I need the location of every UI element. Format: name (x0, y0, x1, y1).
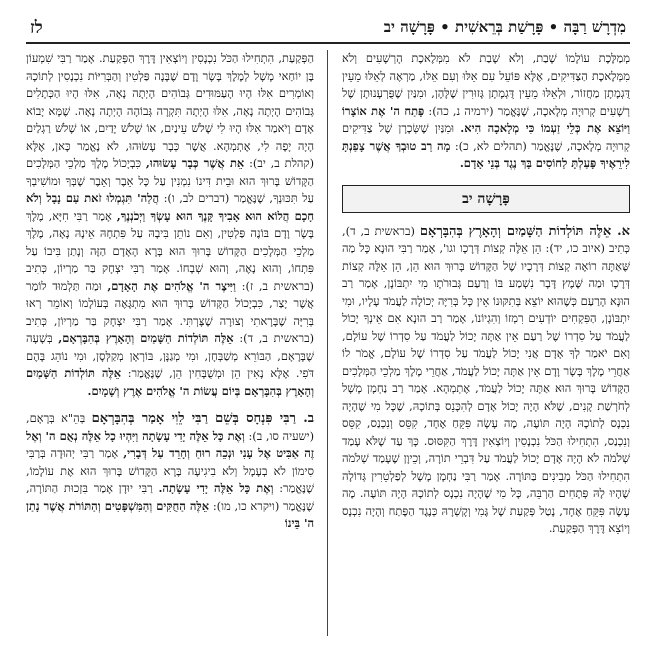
running-title: מִדְרָשׁ רַבָּה • פָּרָשַׁת בְּרֵאשִׁית • פָּרָשָׁה יב (383, 18, 626, 36)
verse-quote: אֵלֶּה תּוֹלְדוֹת הַשָּׁמַיִם וְהָאָרֶץ בְּהִבָּרְאָם, (58, 331, 234, 345)
text-run: רַבִּי יוּדָן אָמַר בִּזְכוּת הַתּוֹרָה, שֶׁנֶּאֱמַר (ויקרא כו, מו): (26, 481, 314, 513)
text-run: בְּשָׁעָה שֶׁבָּרָאָם, הַבּוֹרֵא מְשַׁבְּחָן, וּמִי מְגַנָּן, בּוֹרְאָן מְקַלְּסָן, וּמִי נוֹהֵג בָּהֶם דֹּפִי. אֶלָּא נָאִין הֵן וּמְשֻׁבָּחִין הֵן, שֶׁנֶּאֱמַר: (26, 331, 314, 380)
right-column (342, 50, 630, 636)
verse-quote: וְאֶת כָּל אֵלֶּה יָדִי עָשָׂתָה. (158, 481, 274, 495)
section-heading-box (342, 185, 630, 213)
verse-quote: אֵלֶּה הַחֻקִּים וְהַמִּשְׁפָּטִים וְהַתּוֹרֹת אֲשֶׁר נָתַן ה' בֵּינוֹ (26, 498, 314, 530)
paragraph-heading: ב. רַבִּי פִּנְחָס בְּשֵׁם רַבִּי לֵוִי אָמַר בְּהִבָּרְאָם (91, 411, 314, 426)
verse-quote: אֵת אֲשֶׁר כְּבָר עָשׂוּהוּ, (145, 156, 245, 170)
left-column (26, 50, 314, 636)
page (26, 14, 630, 636)
verse-quote: וַיִּיצֶר ה' אֱלֹהִים אֶת הָאָדָם, (107, 278, 236, 293)
column-divider (327, 50, 328, 636)
text-run: מְמַלֶּכֶת עוֹלָמוֹ שָׁבַת, וְלֹא שָׁבַת לֹא מִמְּלֶאכֶת הָרְשָׁעִים וְלֹא מִמְּלֶאכֶת הַצַּדִּיקִים, אֶלָּא פּוֹעֵל עִם אֵלּוּ וְעִם אֵלּוּ, מַרְאֶה לְאֵלּוּ מֵעֵין דֻּגְמָתָן מַחֲזוֹר, וּלְאֵלּוּ מֵעֵין דֻּגְמָתָן גָּזוּרִין שֶׁלָּהֶן, וּמִנַּיִן שֶׁפֻּרְעָנוּתָן שֶׁל רְשָׁעִים קְרוּיָה מְלָאכָה, שֶׁנֶּאֱמַר (ירמיה נ, כה): (342, 51, 630, 118)
text-run: וּמִנַּיִן שֶׁשְּׂכָרָן שֶׁל צַדִּיקִים קְרוּיָה מְלָאכָה, שֶׁנֶּאֱמַר (תהלים לא, כ): (342, 121, 630, 153)
paragraph-continued (26, 50, 314, 400)
text-run: וּמַה תַּלְמוּד לוֹמַר אֲשֶׁר יָצַר, כִּבְיָכוֹל הַקָּדוֹשׁ בָּרוּךְ הוּא מִתְגָּאֶה בְּעוֹלָמוֹ וְאוֹמֵר רְאוּ בְּרִיָּה שֶׁבָּרָאתִי וְצוּרָה שֶׁצָּרְתִּי. אָמַר רַבִּי יִצְחָק בַּר מַרְיוֹן, כְּתִיב (בראשית ב, ד): (26, 278, 314, 345)
text-run: הַפְּקַעַת, הִתְחִילוּ הַכֹּל נִכְנָסִין וְיוֹצְאִין דֶּרֶךְ הַפְּקַעַת. אָמַר רַבִּי שִׁמְעוֹן בֶּן יוֹחַאי מָשָׁל לְמֶלֶךְ בָּשָׂר וָדָם שֶׁבָּנָה פַּלְטִין וְהַבְּרִיּוֹת נִכְנָסִין לְתוֹכָהּ וְאוֹמְרִים אִלּוּ הָיוּ הָעַמּוּדִים גְּבוֹהִים הָיְתָה נָאָה, אִלּוּ הָיוּ הַכְּתָלִים גְּבוֹהִים הָיְתָה נָאָה, אִלּוּ הָיְתָה תִּקְרָה גְּבוֹהָה הָיְתָה נָאָה. שֶׁמָּא יָבוֹא אָדָם וְיֹאמַר אִלּוּ הָיוּ לִי שָׁלֹשׁ עֵינַיִם, אוֹ שָׁלֹשׁ יָדַיִם, אוֹ שָׁלֹשׁ רַגְלַיִם הָיָה יָפֶה לִי, אֶתְמְהָא. אֲשֶׁר כְּבָר עָשׂוּהוּ, לֹא נֶאֱמַר כָּאן, אֶלָּא (קהלת ב, יב): (26, 51, 314, 170)
verse-quote: וְאֶת כָּל אֵלֶּה יָדִי עָשָׂתָה וַיִּהְיוּ כָל אֵלֶּה נְאֻם ה' וְאֶל זֶה אַבִּיט אֶל עָנִי וּנְכֵה רוּחַ וְחָרֵד עַל דְּבָרִי, (26, 428, 314, 460)
text-run: אָמַר רַבִּי יְהוּדָה בְּרַבִּי סִימוֹן לֹא בְעָמָל וְלֹא בִיגִיעָה בָּרָא הַקָּדוֹשׁ בָּרוּךְ הוּא אֶת עוֹלָמוֹ, שֶׁנֶּאֱמַר: (26, 446, 314, 495)
text-run: (בראשית ב, ד), כְּתִיב (איוב כו, יד): הֵן אֵלֶּה קְצוֹת דְּרָכָו וגו', אָמַר רַבִּי הוּנָא כָּל מַה שֶּׁאַתָּה רוֹאֶה קְצוֹת דְּרָכָיו שֶׁל הַקָּדוֹשׁ בָּרוּךְ הוּא הֵן, הֵן אֵלֶּה קְצוֹת דְּרָכָו וּמַה שֶּׁמֶץ דָּבָר נִשְׁמַע בּוֹ וְרַעַם גְּבוּרֹתָו מִי יִתְבּוֹנָן, אָמַר רַב הוּנָא הָרַעַם כְּשֶׁהוּא יוֹצֵא בְּתִקּוּנוֹ אֵין כָּל בְּרִיָּה יְכוֹלָה לַעֲמֹד עָלָיו, וּמִי יִתְבּוֹנָן, הַפִּקְחִים יוֹדְעִים רִמְזוֹ וְהִגְיוֹנוֹ, אָמַר רַב הוּנָא אִם אֵינְךָ יָכוֹל לַעֲמֹד עַל סִדְרוֹ שֶׁל רַעַם אֵין אַתָּה יָכוֹל לַעֲמֹד עַל סִדְרוֹ שֶׁל עוֹלָם, וְאִם יֹאמַר לְךָ אָדָם אֲנִי יָכוֹל לַעֲמֹד עַל סִדְרוֹ שֶׁל עוֹלָם, אֱמֹר לוֹ אַחֲרֵי מֶלֶךְ בָּשָׂר וָדָם אֵין אַתָּה יָכוֹל לַעֲמֹד, אַחֲרֵי מֶלֶךְ מַלְכֵי הַמְּלָכִים הַקָּדוֹשׁ בָּרוּךְ הוּא אַתָּה יָכוֹל לַעֲמֹד, אֶתְמְהָא. אָמַר רַב נַחְמָן מָשָׁל לְחֹרְשַׁת קָנִים, שֶׁלֹּא הָיָה יָכוֹל אָדָם לְהִכָּנֵס בְּתוֹכָהּ, שֶׁכָּל מִי שֶׁהָיָה נִכְנָס לְתוֹכָהּ הָיָה תּוֹעֶה, מֶה עָשָׂה פִּקֵּחַ אֶחָד, קִסֵּס וְנִכְנַס, קִסֵּס וְנִכְנַס, הִתְחִילוּ הַכֹּל נִכְנָסִין וְיוֹצְאִין דֶּרֶךְ הַקִּסּוּס. כָּךְ עַד שֶׁלֹּא עָמַד שְׁלֹמֹה לֹא הָיָה אָדָם יָכוֹל לַעֲמֹד עַל דִּבְרֵי תוֹרָה, וְכֵיוָן שֶׁעָמַד שְׁלֹמֹה הִתְחִילוּ הַכֹּל מְבִינִים בַּתּוֹרָה. אָמַר רַבִּי נַחְמָן מָשָׁל לְפַלְטֵרִין גְּדוֹלָה שֶׁהָיוּ לָהּ פְּתָחִים הַרְבֵּה, כָּל מִי שֶׁהָיָה נִכְנָס לְתוֹכָהּ הָיָה תּוֹעֶה. מֶה עָשָׂה פִּקֵּחַ אֶחָד, נָטַל פְּקַעַת שֶׁל גֶּמִי וְקָשְׁרָהּ כְּנֶגֶד הַפֶּתַח וְהָיָה נִכְנָס וְיוֹצֵא דֶּרֶךְ הַפְּקַעַת. (342, 223, 630, 535)
header-rule (26, 42, 630, 44)
verse-quote: הֲלַה' תִּגְמְלוּ זֹאת עַם נָבָל וְלֹא חָכָם הֲלוֹא הוּא אָבִיךָ קָּנֶךָ הוּא עָשְׂךָ וַיְכֹנְנֶךָ, (26, 191, 314, 223)
verse-quote: אֵלֶּה תּוֹלְדוֹת הַשָּׁמַיִם וְהָאָרֶץ בְּהִבָּרְאָם בְּיוֹם עֲשׂוֹת ה' אֱלֹהִים אֶרֶץ וְשָׁמָיִם. (26, 366, 314, 398)
section-heading: פָּרָשָׁה יב (462, 190, 510, 207)
opening-paragraph (342, 50, 630, 173)
text-run: כִּבְיָכוֹל מֶלֶךְ מַלְכֵי הַמְּלָכִים הַקָּדוֹשׁ בָּרוּךְ הוּא וּבֵית דִּינוֹ נִמְנִין עַל כָּל אֵבֶר וְאֵבֶר שֶׁבְּךָ וּמוֹשִׁיבְךָ עַל תִּכּוּנְךָ, שֶׁנֶּאֱמַר (דברים לב, ו): (26, 156, 314, 205)
text-run: אָמַר רַבִּי חִיָּא, מֶלֶךְ בָּשָׂר וָדָם בּוֹנֶה פַּלְטִין, וְאִם נוֹתֵן בִּיבָהּ עַל פִּתְחָהּ אֵינָהּ נָאָה, מֶלֶךְ מַלְכֵי הַמְּלָכִים הַקָּדוֹשׁ בָּרוּךְ הוּא בָּרָא הָאָדָם הַזֶּה וְנָתַן בִּיבוֹ עַל פִּתְחוֹ, וְהוּא נָאֶה, וְהוּא שְׁבָחוֹ. אָמַר רַבִּי יִצְחָק בַּר מַרְיוֹן, כְּתִיב (בראשית ב, ז): (26, 208, 314, 293)
text-run: בְּהֵ"א בְּרָאָם, (ישעיה סו, ב): (26, 411, 314, 443)
paragraph-b (26, 410, 314, 533)
page-header (26, 14, 630, 44)
paragraph-a (342, 223, 630, 538)
page-number: לז (30, 18, 43, 38)
verse-quote: מָה רַב טוּבְךָ אֲשֶׁר צָפַנְתָּ לִירֵאֶיךָ פָּעַלְתָּ לַחוֹסִים בָּךְ נֶגֶד בְּנֵי אָדָם. (342, 138, 630, 170)
paragraph-heading: א. אֵלֶּה תּוֹלְדוֹת הַשָּׁמַיִם וְהָאָרֶץ בְּהִבָּרְאָם (419, 223, 630, 239)
verse-quote: פָּתַח ה' אֶת אוֹצָרוֹ וַיּוֹצֵא אֶת כְּלֵי זַעְמוֹ כִּי מְלָאכָה הִיא. (342, 103, 630, 135)
